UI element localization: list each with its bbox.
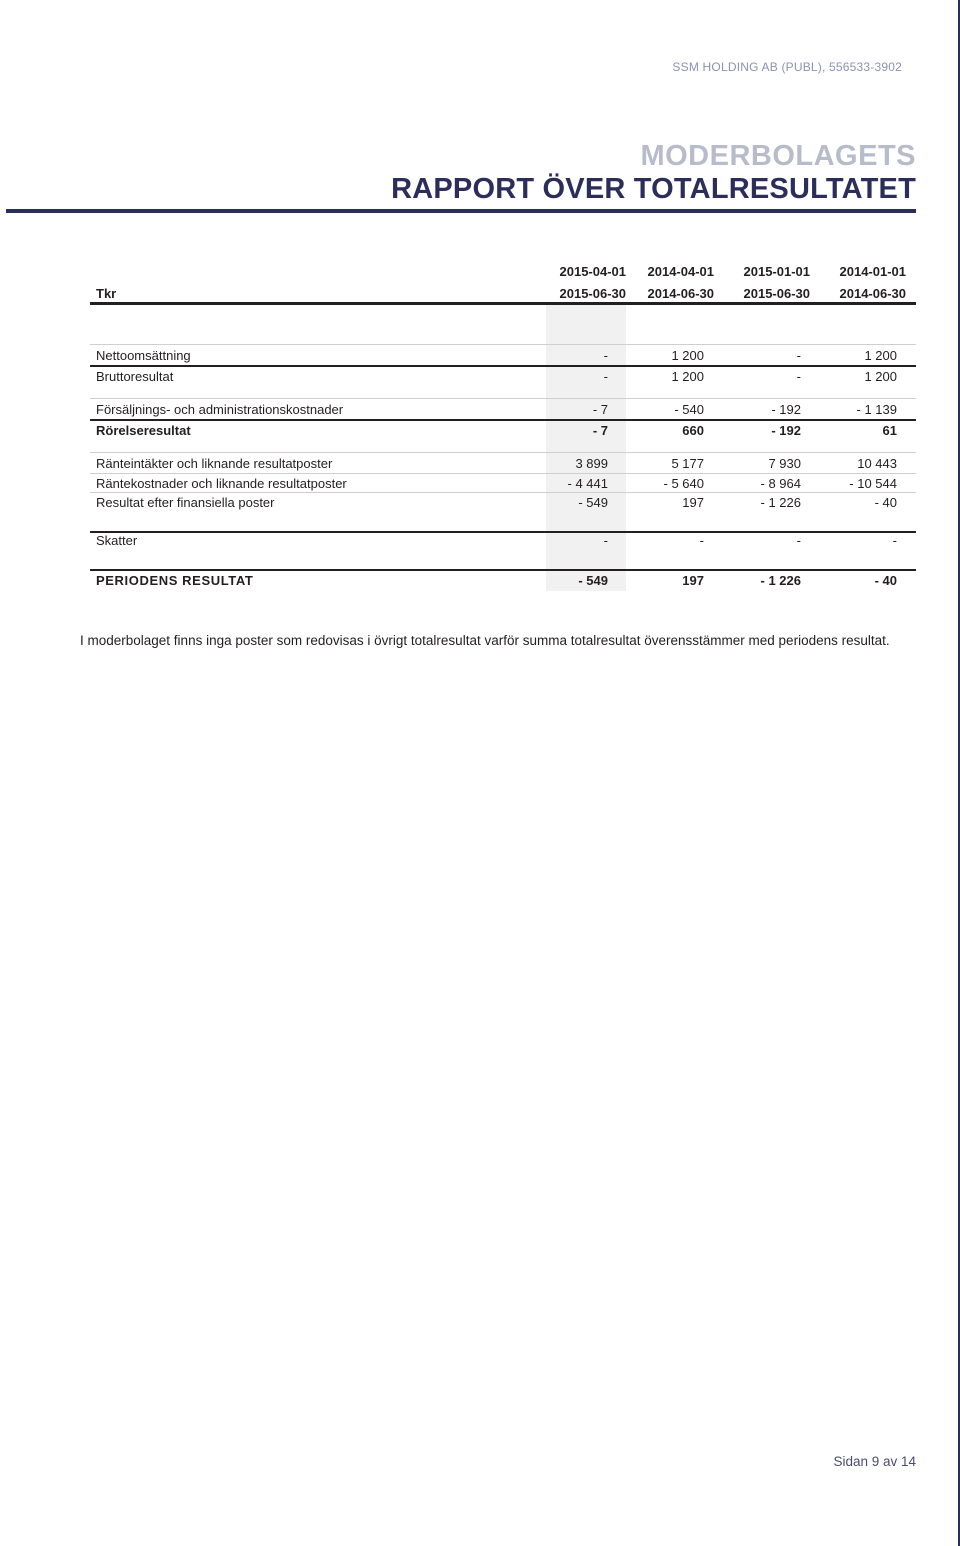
row-value: - 4 441 [567, 476, 608, 491]
table-row [96, 476, 916, 494]
col-header-1-from: 2015-04-01 [559, 264, 626, 279]
row-value: - 7 [592, 423, 608, 438]
row-value: - [892, 533, 897, 548]
company-name: SSM HOLDING AB (PUBL), 556533-3902 [672, 60, 902, 74]
table-row [96, 348, 916, 366]
row-value: - 40 [874, 495, 897, 510]
table-row [96, 369, 916, 387]
col-header-3-from: 2015-01-01 [743, 264, 810, 279]
row-label: Resultat efter finansiella poster [96, 495, 275, 510]
row-label: Skatter [96, 533, 138, 548]
table-row [96, 402, 916, 420]
row-label: Räntekostnader och liknande resultatposter [96, 476, 347, 491]
header-rule [90, 302, 916, 305]
row-value: - [796, 533, 801, 548]
row-value: - 8 964 [760, 476, 801, 491]
row-value: 1 200 [671, 369, 704, 384]
col-header-4-from: 2014-01-01 [839, 264, 906, 279]
row-value: - 549 [578, 573, 608, 588]
row-label: Bruttoresultat [96, 369, 174, 384]
row-value: 1 200 [671, 348, 704, 363]
row-label: Försäljnings- och administrationskostnader [96, 402, 344, 417]
row-value: - [699, 533, 704, 548]
row-value: 10 443 [857, 456, 897, 471]
row-value: - 1 226 [760, 495, 801, 510]
table-row [96, 456, 916, 474]
col-header-2-to: 2014-06-30 [647, 286, 714, 301]
row-value: - [603, 369, 608, 384]
row-value: 660 [682, 423, 704, 438]
row-label: Rörelseresultat [96, 423, 191, 438]
row-value: - [796, 348, 801, 363]
row-value: - 540 [674, 402, 704, 417]
row-value: 61 [882, 423, 897, 438]
row-value: 3 899 [575, 456, 608, 471]
row-separator [90, 452, 916, 453]
col-header-4-to: 2014-06-30 [839, 286, 906, 301]
row-value: - 10 544 [849, 476, 897, 491]
row-label: PERIODENS RESULTAT [96, 573, 254, 588]
row-value: - 192 [771, 402, 801, 417]
row-label: Nettoomsättning [96, 348, 191, 363]
row-value: - [603, 348, 608, 363]
page-number: Sidan 9 av 14 [833, 1454, 916, 1469]
row-value: 7 930 [768, 456, 801, 471]
row-value: 197 [682, 495, 704, 510]
row-value: 1 200 [864, 369, 897, 384]
row-value: - 192 [771, 423, 801, 438]
col-header-1-to: 2015-06-30 [559, 286, 626, 301]
footnote: I moderbolaget finns inga poster som redovisas i övrigt totalresultat varför summa totalresultat överensstämmer med periodens resultat. [80, 633, 890, 648]
row-value: 197 [682, 573, 704, 588]
table-row-subtotal [96, 423, 916, 441]
row-value: 5 177 [671, 456, 704, 471]
row-value: - 1 226 [760, 573, 801, 588]
col-header-3-to: 2015-06-30 [743, 286, 810, 301]
row-value: - 1 139 [856, 402, 897, 417]
row-separator [90, 398, 916, 399]
row-separator [90, 569, 916, 571]
title-divider [6, 209, 916, 213]
row-label: Ränteintäkter och liknande resultatposter [96, 456, 333, 471]
col-header-2-from: 2014-04-01 [647, 264, 714, 279]
row-value: - 549 [578, 495, 608, 510]
row-value: 1 200 [864, 348, 897, 363]
row-value: - 5 640 [663, 476, 704, 491]
row-value: - 7 [592, 402, 608, 417]
table-row-total [96, 573, 916, 591]
row-value: - 40 [874, 573, 897, 588]
title-line-2: RAPPORT ÖVER TOTALRESULTATET [391, 173, 916, 205]
table-row [96, 533, 916, 551]
row-value: - [603, 533, 608, 548]
unit-label: Tkr [96, 286, 117, 301]
title-line-1: MODERBOLAGETS [640, 140, 916, 172]
row-separator [90, 344, 916, 345]
table-row [96, 495, 916, 513]
row-value: - [796, 369, 801, 384]
